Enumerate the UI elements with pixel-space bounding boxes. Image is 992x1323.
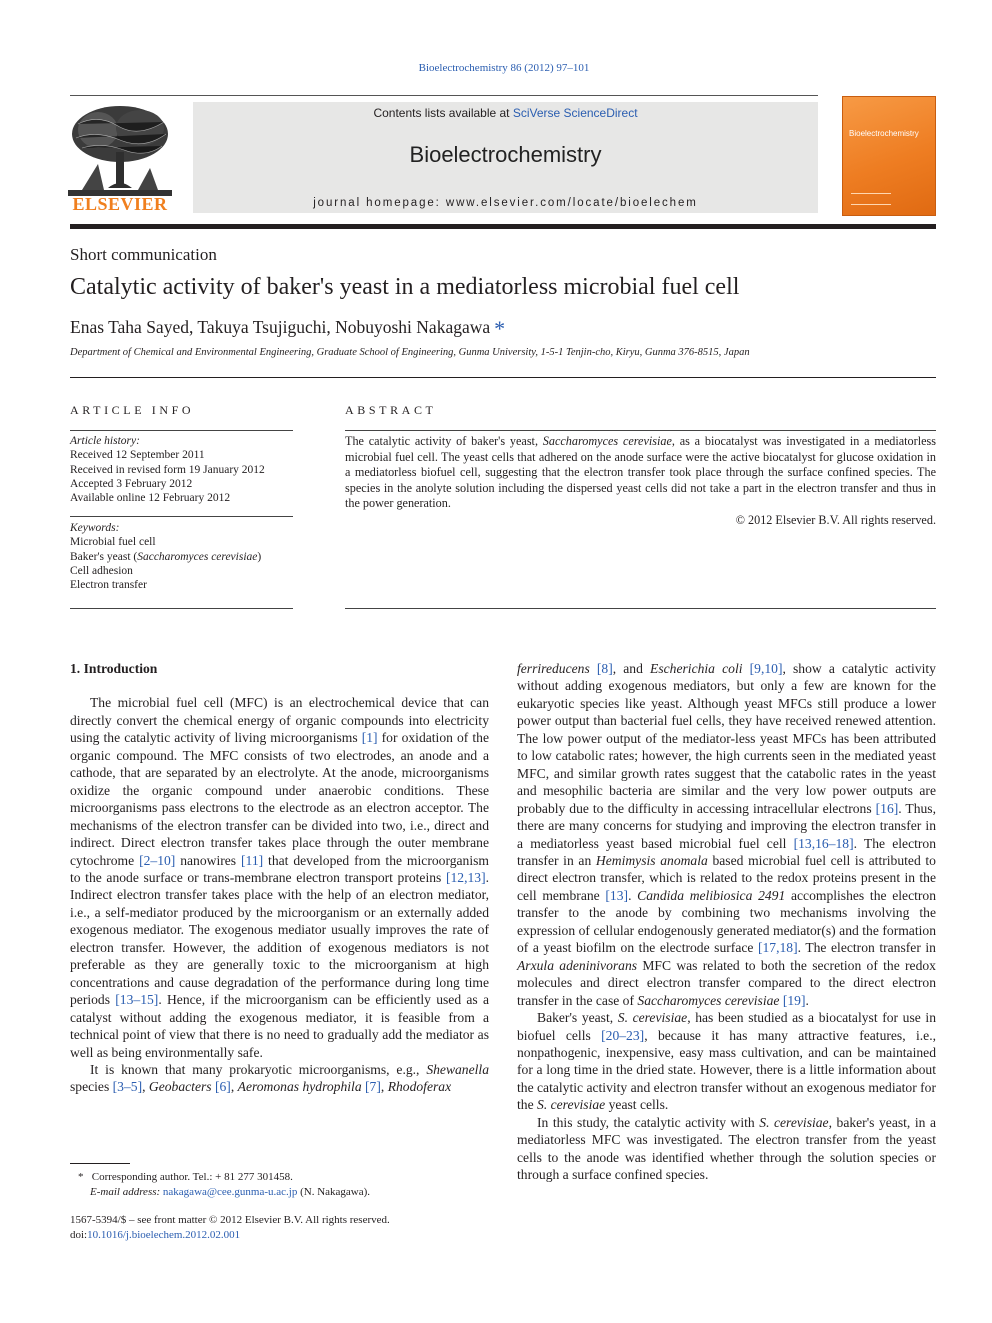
doi-line: doi:10.1016/j.bioelechem.2012.02.001 — [70, 1229, 241, 1241]
article-type: Short communication — [70, 245, 217, 264]
body-column-left — [70, 660, 489, 1096]
keywords — [70, 521, 295, 592]
article-info-heading: ARTICLE INFO — [70, 403, 195, 417]
history-revised: Received in revised form 19 January 2012 — [70, 463, 265, 476]
email-link[interactable]: nakagawa@cee.gunma-u.ac.jp — [162, 1186, 298, 1198]
footnote-email: E-mail address: nakagawa@cee.gunma-u.ac.jp (N. Nakagawa). — [90, 1186, 371, 1198]
reference-link[interactable]: [13] — [605, 887, 629, 903]
reference-link[interactable]: [8] — [596, 661, 613, 676]
sciencedirect-link[interactable]: SciVerse ScienceDirect — [512, 106, 638, 120]
history-received: Received 12 September 2011 — [70, 449, 205, 462]
reference-link[interactable]: [1] — [361, 730, 378, 746]
body-column-right — [517, 660, 936, 1184]
title-bottom-rule — [70, 377, 936, 378]
reference-link[interactable]: [3–5] — [112, 1079, 143, 1095]
keyword-item: Electron transfer — [70, 579, 147, 592]
reference-link[interactable]: [2–10] — [139, 852, 176, 868]
header-thick-rule — [70, 224, 936, 229]
contents-availability: Contents lists available at SciVerse ScienceDirect — [373, 106, 638, 120]
keywords-label: Keywords: — [70, 522, 120, 534]
affiliation: Department of Chemical and Environmental Engineering, Graduate School of Engineering, Gunma University, 1-5-1 Tenjin-cho, Kiryu, Gunma 376-8515, Japan — [70, 347, 750, 358]
footnote-corresponding: * Corresponding author. Tel.: + 81 277 301458. — [78, 1171, 293, 1183]
body-paragraph: It is known that many prokaryotic microorganisms, e.g., Shewanella species [3–5], Geobacters [6], Aeromonas hydrophila [7], Rhodoferax — [70, 1061, 489, 1095]
header-top-rule — [70, 95, 818, 96]
body-paragraph: ferrireducens [8], and Escherichia coli [9,10], show a catalytic activity without adding exogenous mediators, but only a few are known for the eukaryotic species like yeast. Although yeast MFCs still produce a lower power output than bacterial fuel cells, they have received renewed attention. The low power output of the mediator-less yeast MFCs has been attributed to low catabolic rates; however, the high currents seen in the mediated yeast MFC, and similar growth rates suggest that the catabolic rates in the yeast and mesophilic bacteria are similar and the very low power outputs are probably due to the difficulty in accessing intracellular electrons [16]. Thus, there are many concerns for studying and improving the electron transfer in a mediatorless yeast based microbial fuel cell [13,16–18]. The electron transfer in an Hemimysis anomala based microbial fuel cell is attributed to direct electron transfer, which is related to the redox proteins present in the cell membrane [13]. Candida melibiosica 2491 accomplishes the electron transfer to the anode by combining two mechanisms involving the expression of cellular endogenously generated mediator(s) and the formation of a yeast biofilm on the electrode surface [17,18]. The electron transfer in Arxula adeninivorans MFC was related to both the secretion of the redox molecules and direct electron transfer compared to the direct electron transfer in the case of Saccharomyces cerevisiae [19]. — [517, 661, 937, 1008]
article-info-bottom-rule — [70, 608, 293, 609]
history-label: Article history: — [70, 435, 140, 447]
reference-link[interactable]: [20–23] — [601, 1027, 645, 1043]
elsevier-logo — [68, 104, 172, 216]
author-list: Enas Taha Sayed, Takuya Tsujiguchi, Nobuyoshi Nakagawa * — [70, 316, 506, 341]
reference-link[interactable]: [11] — [241, 852, 264, 868]
elsevier-wordmark: ELSEVIER — [72, 194, 168, 214]
body-paragraph: In this study, the catalytic activity with S. cerevisiae, baker's yeast, in a mediatorless MFC was investigated. The electron transfer from the yeast cells to the anode was identified whether through the solution species or through a surface confined species. — [517, 1114, 936, 1183]
journal-title: Bioelectrochemistry — [409, 142, 602, 167]
reference-link[interactable]: [17,18] — [757, 940, 798, 956]
body-paragraph: The microbial fuel cell (MFC) is an electrochemical device that can directly convert the chemical energy of organic compounds into electricity using the catalytic activity of living microorganisms [1] for oxidation of the organic compound. The MFC consists of two electrodes, an anode and a cathode, that are separated by an electrolyte. At the anode, microorganisms oxidize the organic compound under anaerobic conditions. These microorganisms pass electrons to the electrode as an electron acceptor. The mechanisms of the electron transfer can be divided into two, i.e., direct and indirect. Direct electron transfer takes place through the outer membrane cytochrome [2–10] nanowires [11] that developed from the microorganism to the anode surface or trans-membrane electron transport proteins [12,13]. Indirect electron transfer takes place with the help of an electron mediator, i.e., a self-mediator produced by the microorganism or an externally added exogenous mediator. The exogenous mediator usually improves the rate of electron transfer. However, the addition of exogenous mediators is not preferable as they are generally toxic to the microorganism at high concentrations and cause degradation of the performance during long time periods [13–15]. Hence, if the microorganism can be efficiently used as a catalyst without adding the exogenous mediator, it is feasible from a technical point of view that there is no need to gradually add the mediator as well as being environmentally safe. — [70, 695, 489, 1060]
introduction-heading: 1. Introduction — [70, 661, 158, 676]
front-matter — [70, 1213, 490, 1243]
reference-link[interactable]: [9,10] — [749, 661, 783, 676]
article-info-rule — [70, 430, 293, 431]
issn-line: 1567-5394/$ – see front matter © 2012 Elsevier B.V. All rights reserved. — [70, 1214, 390, 1226]
abstract-copyright: © 2012 Elsevier B.V. All rights reserved. — [735, 513, 936, 527]
keyword-item: Cell adhesion — [70, 564, 133, 577]
keyword-item: Baker's yeast (Saccharomyces cerevisiae) — [70, 550, 262, 563]
reference-link[interactable]: [7] — [365, 1079, 381, 1095]
keywords-rule — [70, 516, 293, 517]
history-accepted: Accepted 3 February 2012 — [70, 477, 193, 490]
abstract-heading: ABSTRACT — [345, 403, 437, 417]
corresponding-author-marker[interactable]: * — [494, 316, 506, 341]
keyword-item: Microbial fuel cell — [70, 536, 156, 549]
reference-link[interactable]: [19] — [782, 992, 806, 1008]
abstract-text: The catalytic activity of baker's yeast, Saccharomyces cerevisiae, as a biocatalyst was investigated in a mediatorless microbial fuel cell. The yeast cells that adhered on the anode surface were the active biocatalyst for glucose oxidation in a mediatorless biofuel cell, suggesting that the electron transfer took place through the surface confined species. The species in the anolyte solution including the dispersed yeast cells did not take a part in the electron transfer and thus in the power generation. — [345, 434, 936, 511]
abstract-bottom-rule — [345, 608, 936, 609]
journal-homepage[interactable]: journal homepage: www.elsevier.com/locate/bioelechem — [313, 197, 698, 209]
reference-link[interactable]: [12,13] — [445, 869, 486, 885]
paper-title: Catalytic activity of baker's yeast in a mediatorless microbial fuel cell — [70, 274, 740, 300]
footnote — [70, 1170, 490, 1200]
history-online: Available online 12 February 2012 — [70, 492, 231, 505]
abstract-top-rule — [345, 430, 936, 431]
article-history — [70, 434, 295, 505]
journal-cover-thumbnail[interactable] — [842, 96, 936, 216]
doi-link[interactable]: 10.1016/j.bioelechem.2012.02.001 — [87, 1229, 241, 1241]
reference-link[interactable]: [13–15] — [115, 992, 159, 1008]
elsevier-tree-icon — [68, 104, 172, 196]
reference-link[interactable]: [6] — [214, 1079, 231, 1095]
cover-journal-title: Bioelectrochemistry — [849, 129, 919, 138]
journal-masthead — [193, 102, 818, 213]
cover-decoration — [851, 193, 891, 205]
footnote-rule — [70, 1163, 130, 1164]
reference-link[interactable]: [16] — [875, 800, 899, 816]
body-paragraph: Baker's yeast, S. cerevisiae, has been studied as a biocatalyst for use in biofuel cells [20–23], because it has many attractive features, i.e., nonpathogenic, inexpensive, easy mass cultivation, and can be maintained for a long time in the dried state. However, there is a little information about the catalytic activity and electron transfer without an exogenous mediator for the S. cerevisiae yeast cells. — [517, 1010, 936, 1113]
reference-link[interactable]: [13,16–18] — [793, 835, 854, 851]
journal-citation[interactable]: Bioelectrochemistry 86 (2012) 97–101 — [418, 62, 590, 74]
